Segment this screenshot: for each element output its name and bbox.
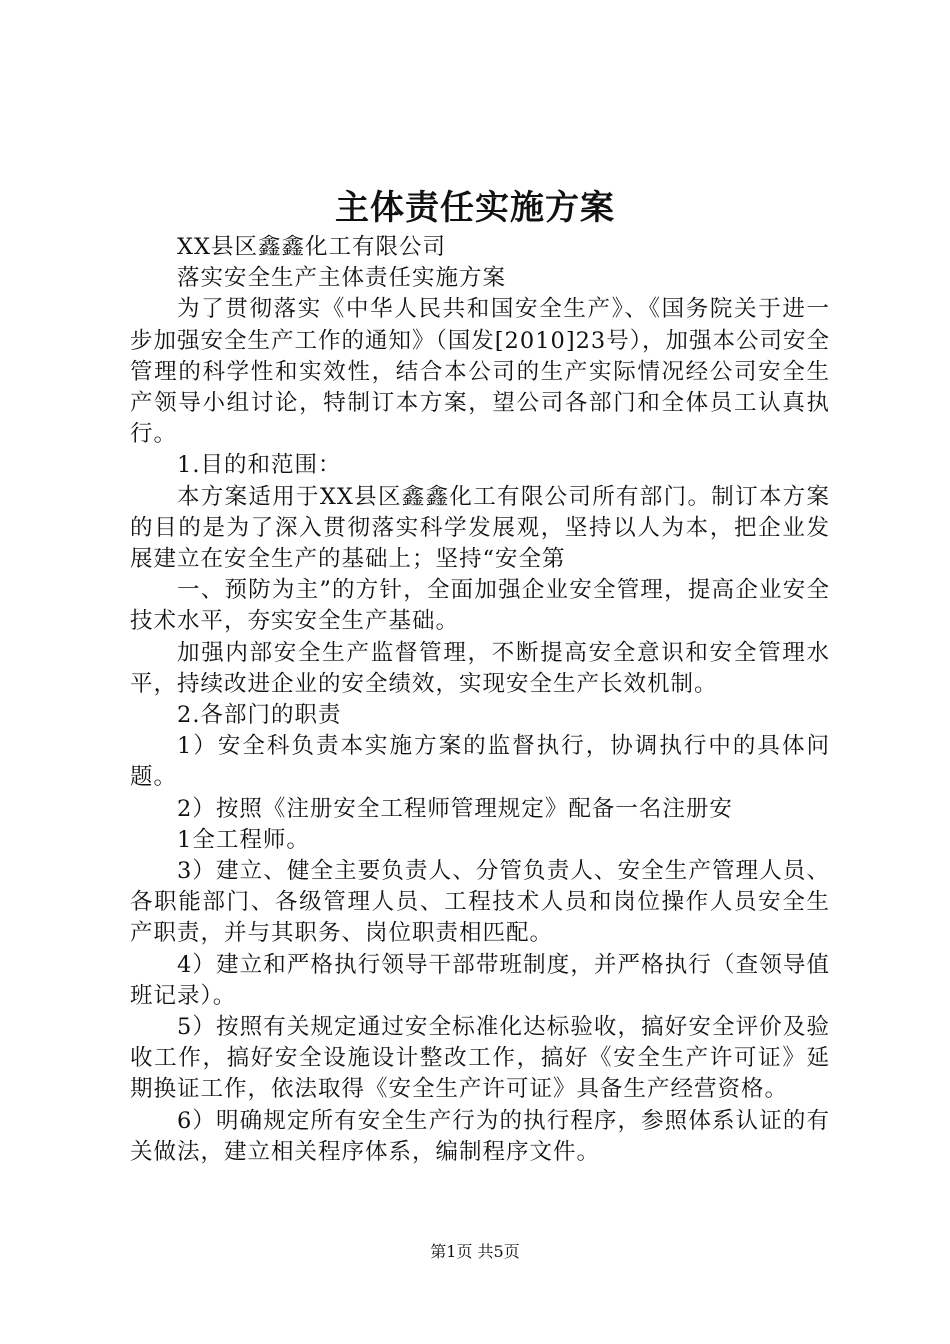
document-body xyxy=(130,232,830,1168)
section-heading-duties: 2.各部门的职责 xyxy=(177,702,342,729)
duty-item-1: 1）安全科负责本实施方案的监督执行，协调执行中的具体问题。 xyxy=(130,733,830,791)
duty-item-6: 6）明确规定所有安全生产行为的执行程序，参照体系认证的有关做法，建立相关程序体系，编制程序文件。 xyxy=(130,1107,830,1165)
duty-item-4: 4）建立和严格执行领导干部带班制度，并严格执行（查领导值班记录）。 xyxy=(130,951,830,1009)
duty-item-2-continued: 1全工程师。 xyxy=(177,826,310,853)
intro-paragraph: 为了贯彻落实《中华人民共和国安全生产》、《国务院关于进一步加强安全生产工作的通知》（国发[2010]23号），加强本公司安全管理的科学性和实效性，结合本公司的生产实际情况经公司安全生产领导小组讨论，特制订本方案，望公司各部门和全体员工认真执行。 xyxy=(130,296,830,448)
section-heading-purpose: 1.目的和范围： xyxy=(177,452,342,479)
paragraph-supervision: 加强内部安全生产监督管理，不断提高安全意识和安全管理水平，持续改进企业的安全绩效，实现安全生产长效机制。 xyxy=(130,639,830,697)
duty-item-5: 5）按照有关规定通过安全标准化达标验收，搞好安全评价及验收工作，搞好安全设施设计整改工作，搞好《安全生产许可证》延期换证工作，依法取得《安全生产许可证》具备生产经营资格。 xyxy=(130,1014,830,1103)
plan-subtitle: 落实安全生产主体责任实施方案 xyxy=(177,265,507,292)
paragraph-scope: 本方案适用于XX县区鑫鑫化工有限公司所有部门。制订本方案的目的是为了深入贯彻落实科学发展观，坚持以人为本，把企业发展建立在安全生产的基础上；坚持“安全第 xyxy=(130,483,830,573)
page-number-footer: 第1页 共5页 xyxy=(430,1242,520,1261)
duty-item-2: 2）按照《注册安全工程师管理规定》配备一名注册安 xyxy=(177,795,733,822)
company-name: XX县区鑫鑫化工有限公司 xyxy=(177,234,447,260)
paragraph-policy: 一、预防为主”的方针，全面加强企业安全管理，提高企业安全技术水平，夯实安全生产基础。 xyxy=(130,577,830,635)
document-title: 主体责任实施方案 xyxy=(335,188,615,228)
duty-item-3: 3）建立、健全主要负责人、分管负责人、安全生产管理人员、各职能部门、各级管理人员、工程技术人员和岗位操作人员安全生产职责，并与其职务、岗位职责相匹配。 xyxy=(130,858,830,947)
